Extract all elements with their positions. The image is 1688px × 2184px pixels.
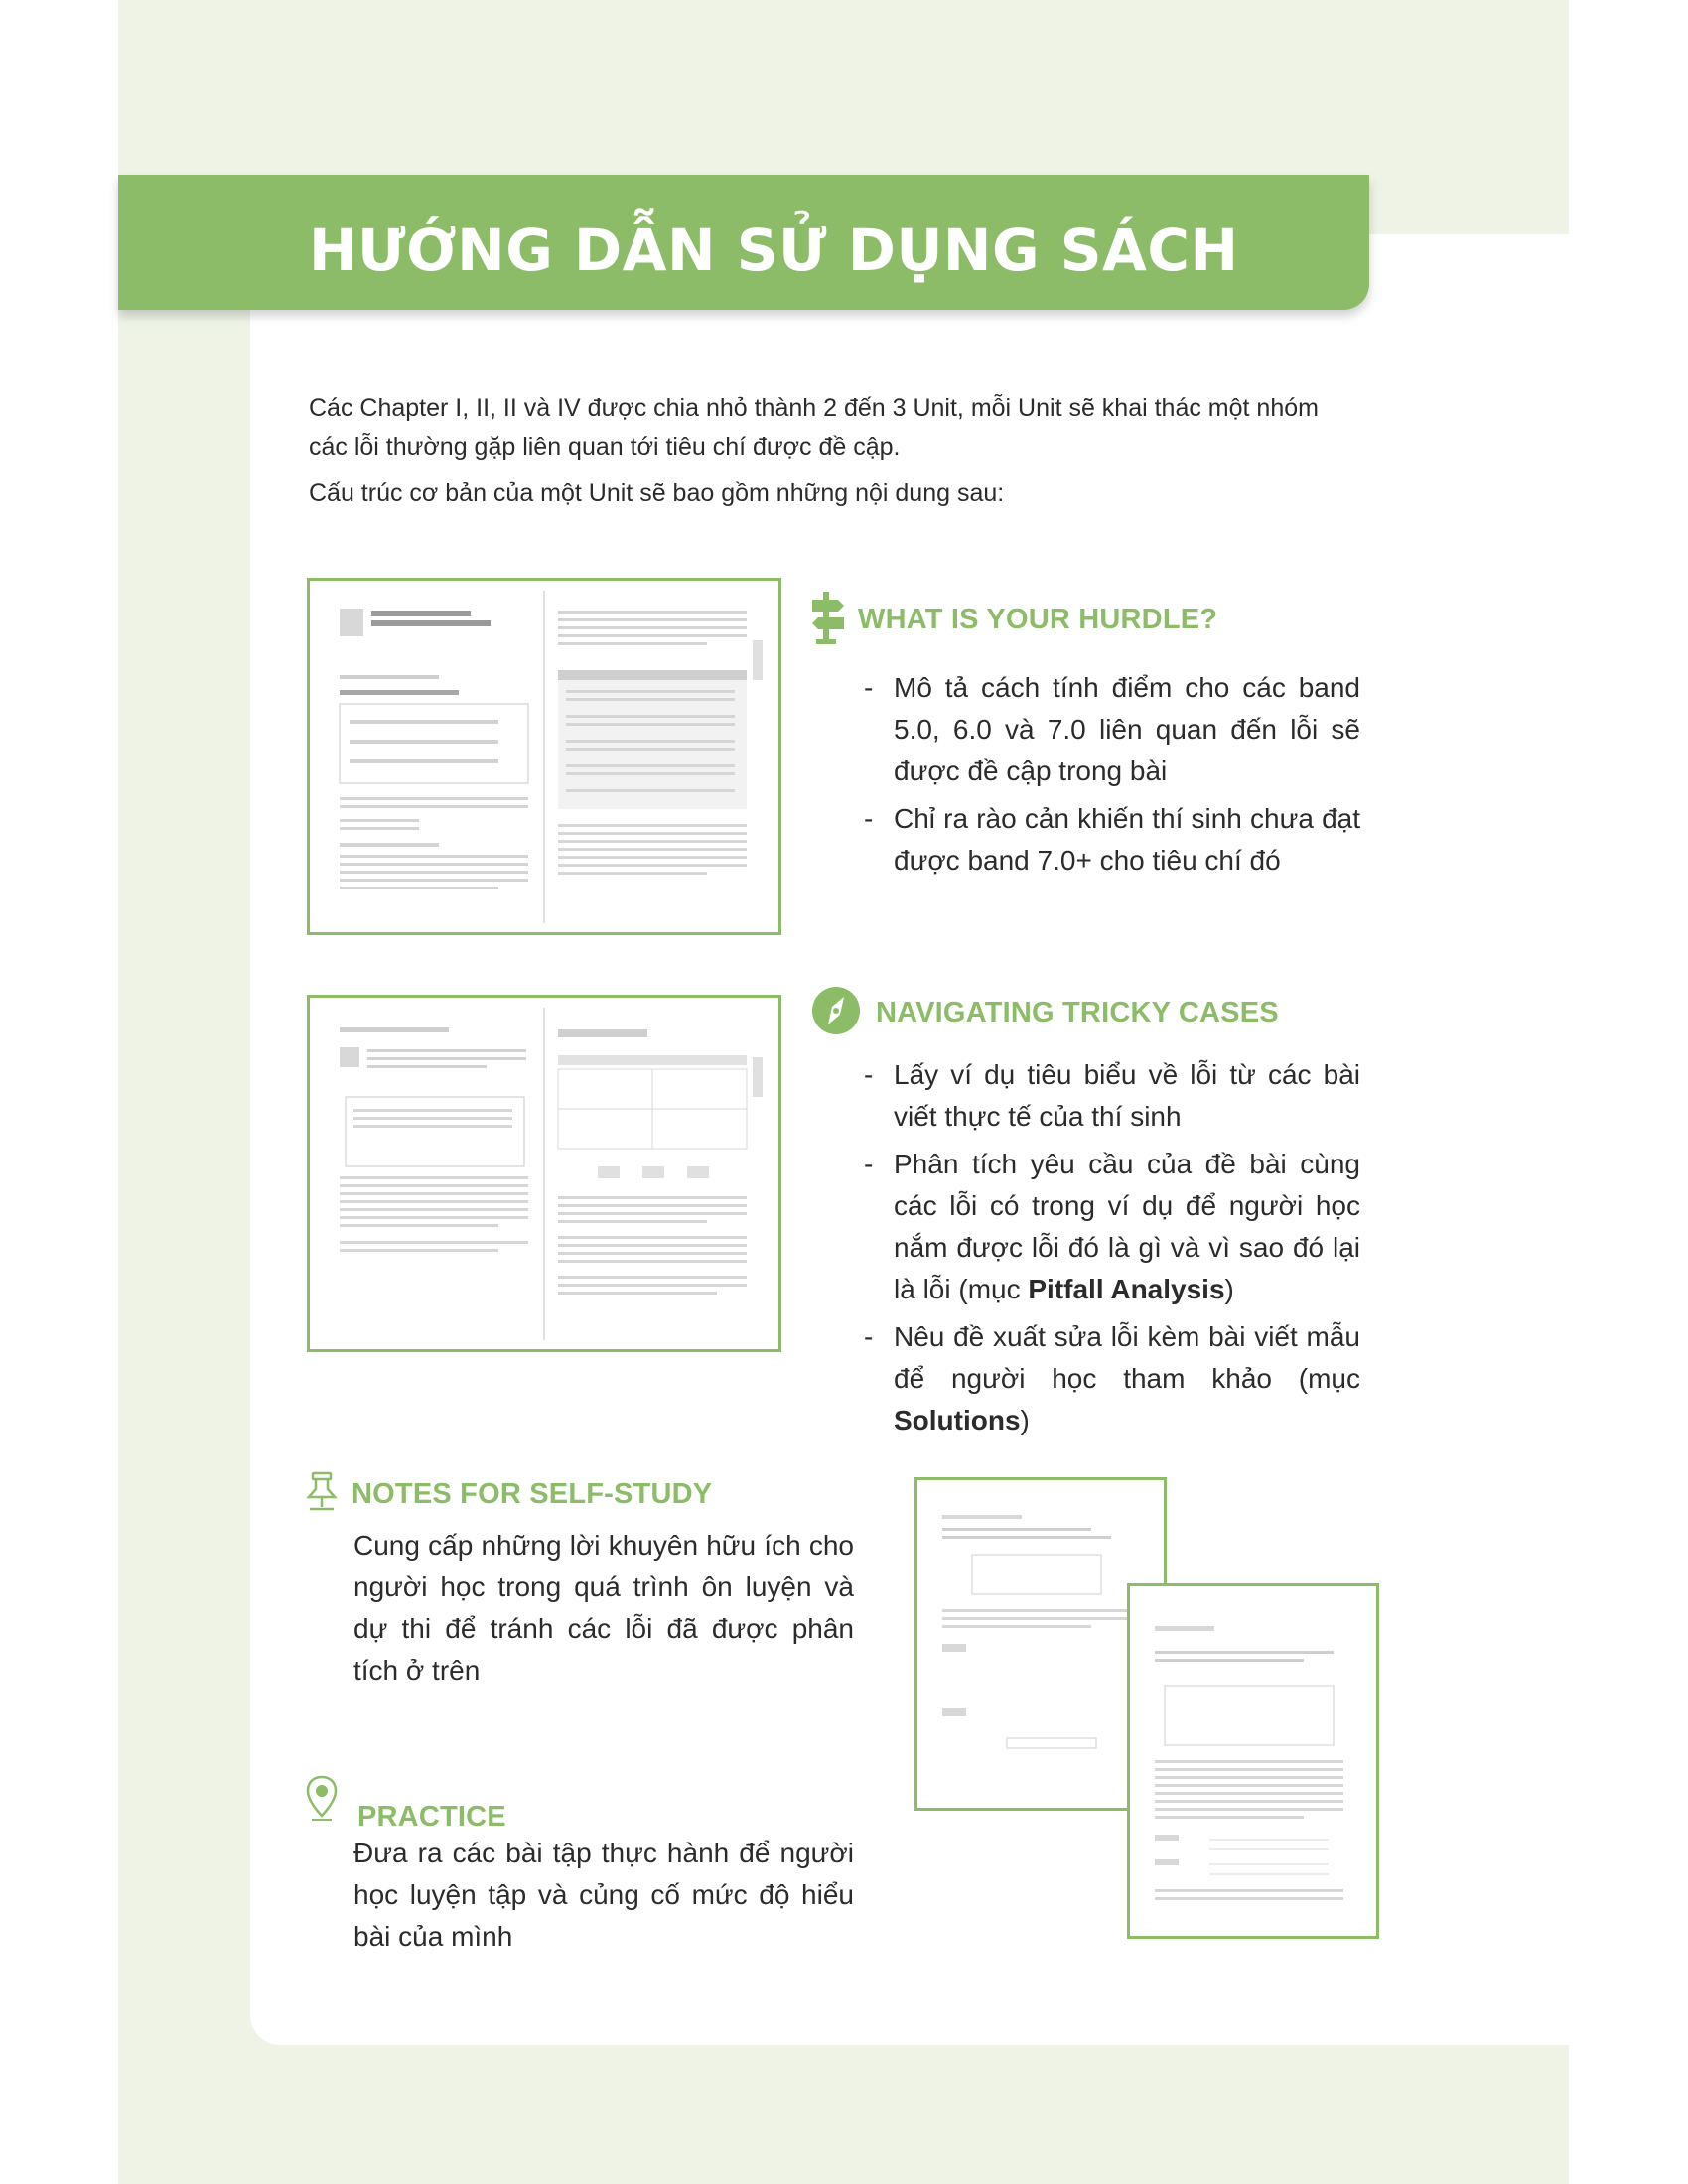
tricky-bullet-2-text: Phân tích yêu cầu của đề bài cùng các lỗi có trong ví dụ để người học nắm được lỗi đó là gì và vì sao đó lại là lỗi (mục	[894, 1149, 1360, 1304]
thumbnail-practice-sketch	[1130, 1586, 1376, 1936]
section-hurdle-title: WHAT IS YOUR HURDLE?	[858, 604, 1218, 635]
tricky-bullet-3-end: )	[1020, 1405, 1030, 1435]
tricky-bullet-2-end: )	[1224, 1274, 1234, 1304]
location-icon	[304, 1774, 340, 1827]
thumbnail-tricky-sketch	[310, 998, 778, 1349]
tricky-bullet-3-text: Nêu đề xuất sửa lỗi kèm bài viết mẫu để người học tham khảo (mục	[894, 1321, 1360, 1394]
compass-icon	[810, 985, 862, 1041]
solutions-label: Solutions	[894, 1405, 1021, 1435]
section-practice-title: PRACTICE	[357, 1801, 506, 1833]
page-title: HƯỚNG DẪN SỬ DỤNG SÁCH	[309, 216, 1239, 284]
hurdle-bullet-2: - Chỉ ra rào cản khiến thí sinh chưa đạt được band 7.0+ cho tiêu chí đó	[864, 798, 1360, 882]
tricky-bullet-3	[864, 1316, 1360, 1441]
intro-paragraph-1: Các Chapter I, II, II và IV được chia nhỏ thành 2 đến 3 Unit, mỗi Unit sẽ khai thác một nhóm các lỗi thường gặp liên quan tới tiêu chí được đề cập.	[309, 394, 1319, 461]
pitfall-analysis-label: Pitfall Analysis	[1028, 1274, 1225, 1304]
thumbnail-tricky-spread	[307, 995, 781, 1352]
section-tricky-header	[810, 985, 1279, 1041]
tricky-bullet-2	[864, 1144, 1360, 1310]
section-notes-title: NOTES FOR SELF-STUDY	[352, 1478, 713, 1510]
signpost-icon	[810, 590, 846, 650]
title-banner	[118, 175, 1369, 310]
intro-text	[309, 389, 1361, 521]
intro-paragraph-2: Cấu trúc cơ bản của một Unit sẽ bao gồm những nội dung sau:	[309, 479, 1005, 507]
thumbnail-practice-page	[1127, 1583, 1379, 1939]
section-practice-header	[304, 1767, 506, 1834]
tricky-bullet-list	[864, 1054, 1360, 1447]
thumbnail-hurdle-sketch	[310, 581, 778, 932]
pin-icon	[304, 1471, 340, 1518]
section-hurdle-header	[810, 590, 1217, 650]
hurdle-bullet-list	[864, 667, 1360, 887]
thumbnail-hurdle-spread	[307, 578, 781, 935]
section-notes-header	[304, 1471, 712, 1518]
notes-description: Cung cấp những lời khuyên hữu ích cho người học trong quá trình ôn luyện và dự thi để tránh các lỗi đã được phân tích ở trên	[353, 1530, 854, 1686]
practice-description: Đưa ra các bài tập thực hành để người học luyện tập và củng cố mức độ hiểu bài của mình	[353, 1838, 854, 1952]
section-tricky-title: NAVIGATING TRICKY CASES	[876, 997, 1279, 1028]
tricky-bullet-1: - Lấy ví dụ tiêu biểu về lỗi từ các bài viết thực tế của thí sinh	[864, 1054, 1360, 1138]
hurdle-bullet-1: - Mô tả cách tính điểm cho các band 5.0, 6.0 và 7.0 liên quan đến lỗi sẽ được đề cập trong bài	[864, 667, 1360, 792]
